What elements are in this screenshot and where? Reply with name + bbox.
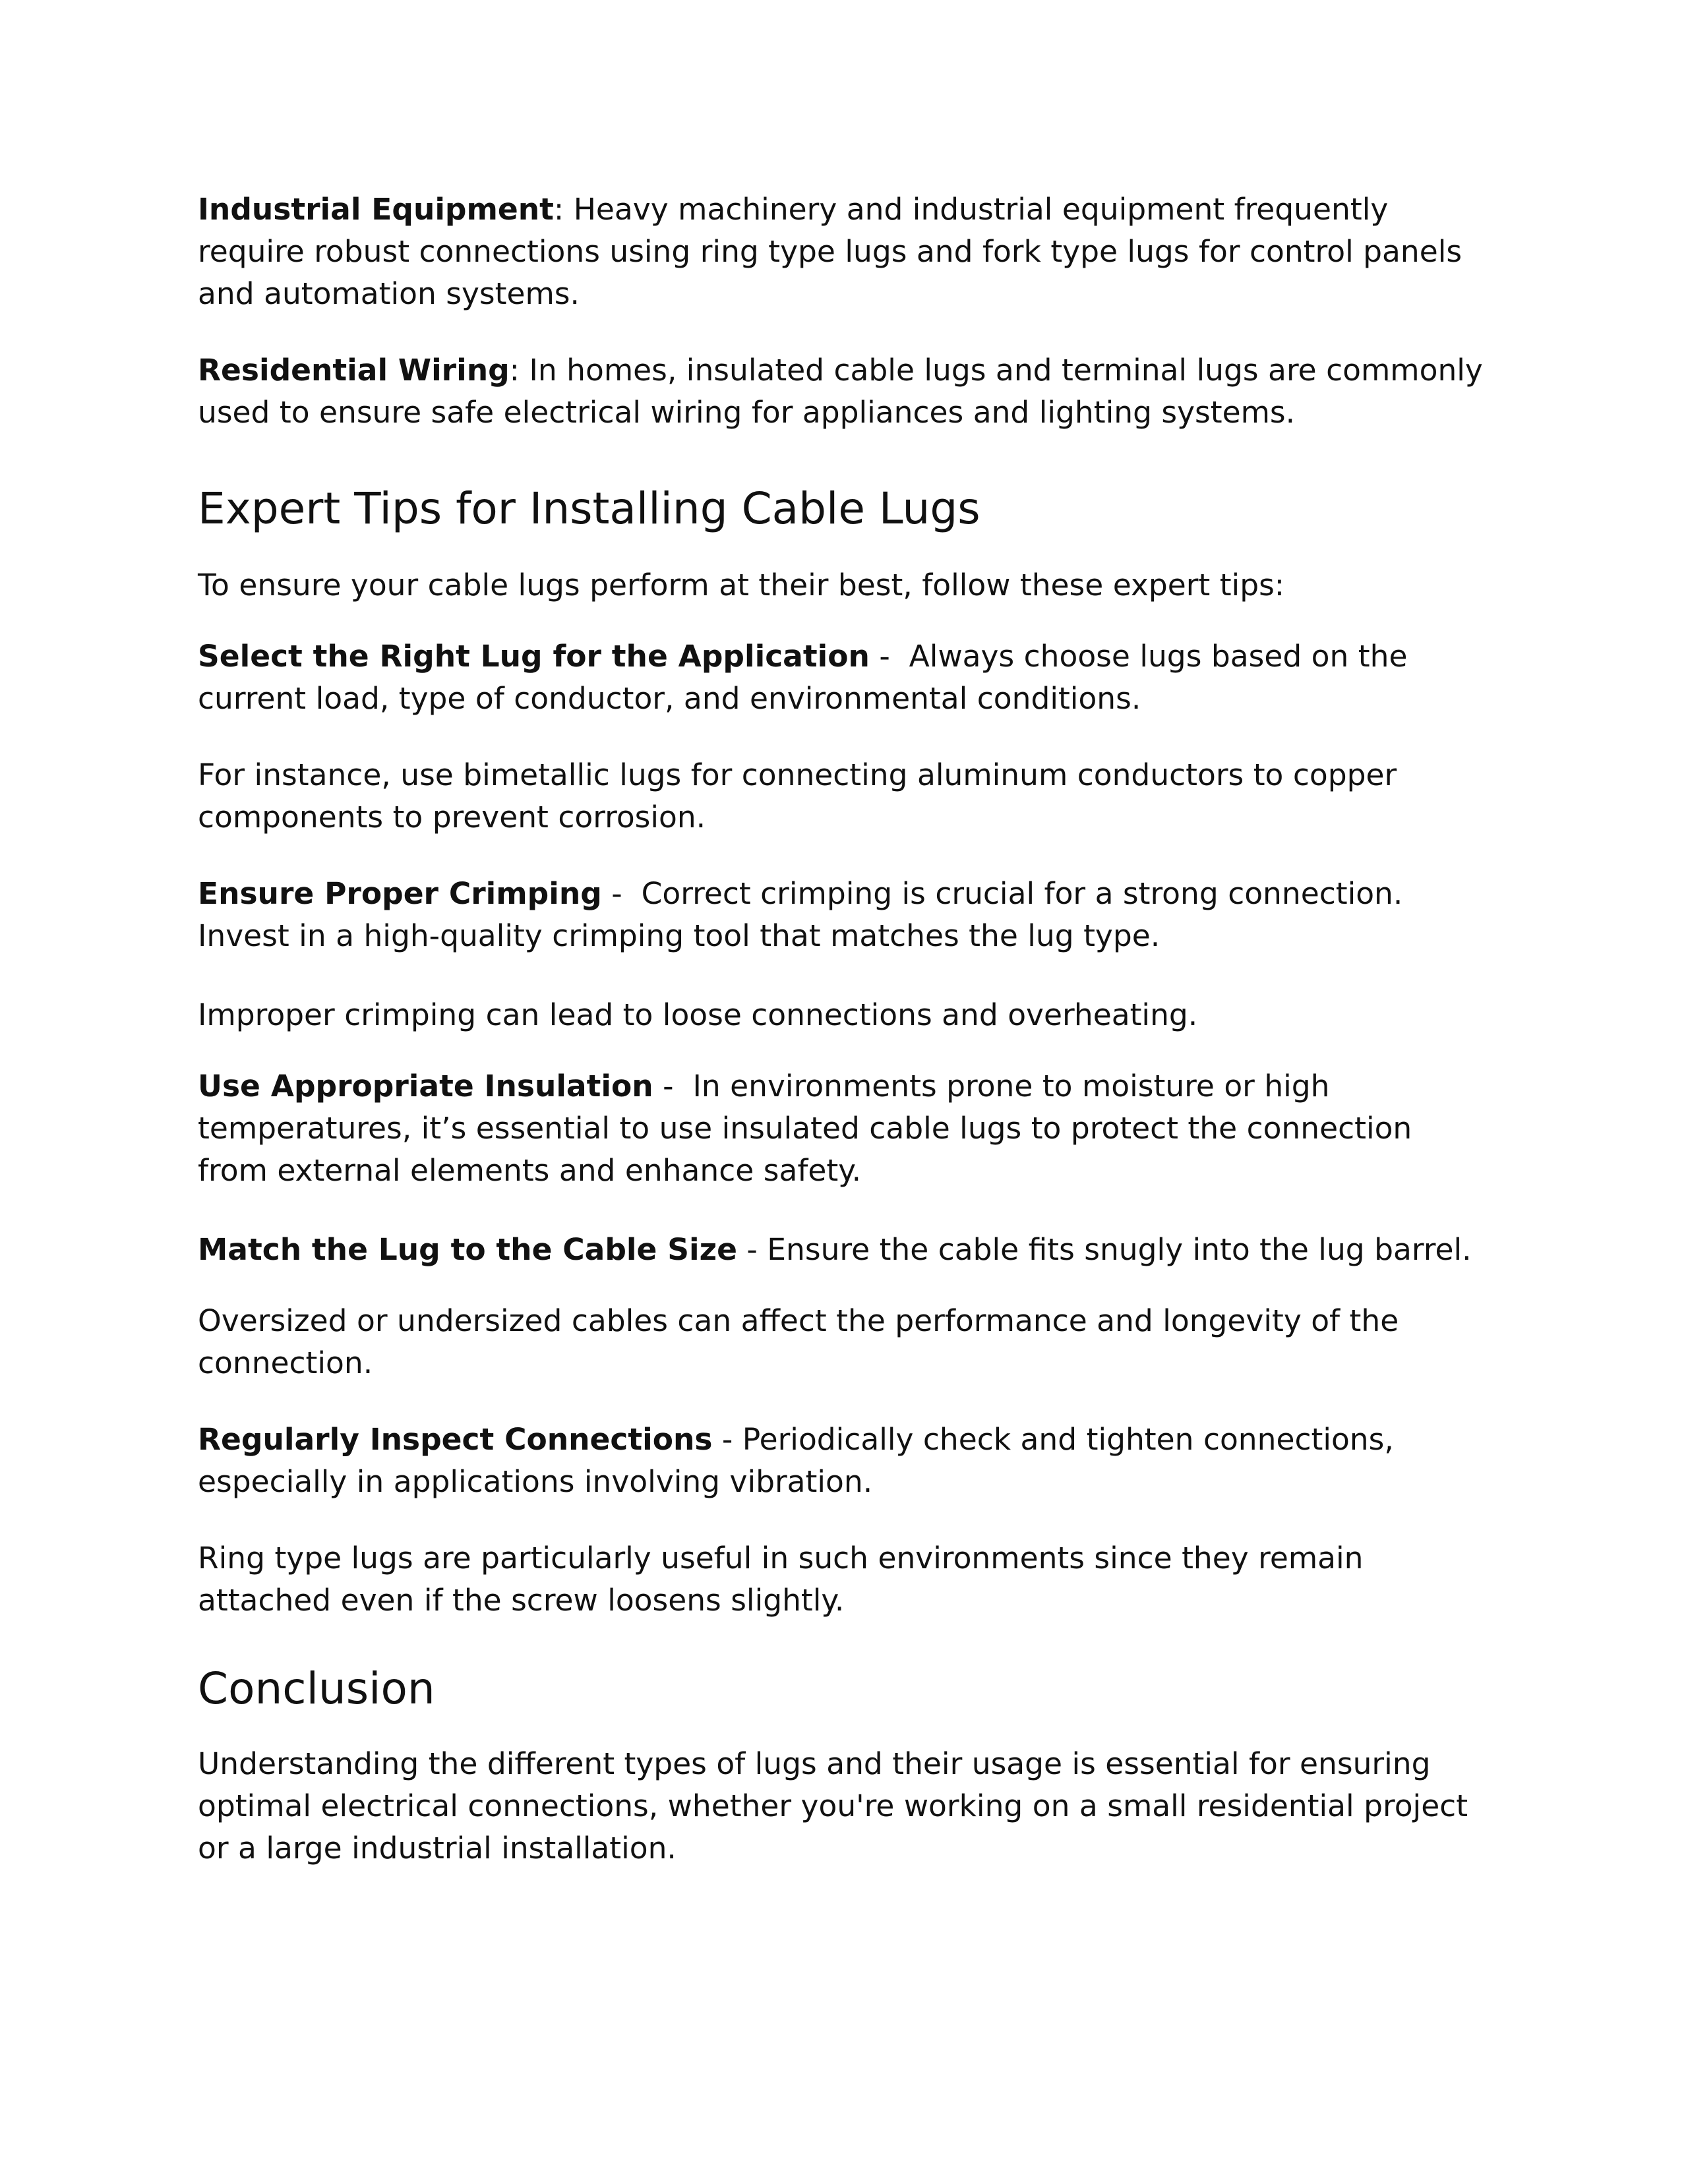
paragraph-conclusion	[198, 1743, 1490, 1870]
paragraph-text: Ring type lugs are particularly useful in such environments since they remain attached even if the screw loosens slightly.	[198, 1541, 1373, 1618]
bold-lead: Residential Wiring	[198, 353, 510, 388]
paragraph-intro-tips	[198, 564, 1490, 606]
paragraph-ring-type	[198, 1537, 1490, 1622]
paragraph-select-right-lug	[198, 635, 1490, 720]
paragraph-text: Understanding the different types of lugs and their usage is essential for ensuring optimal electrical connections, whether you're working on a small residential project or a large industrial installation.	[198, 1746, 1478, 1866]
paragraph-text: : Heavy machinery and industrial equipment frequently require robust connections using ring type lugs and fork type lugs for control panels and automation systems.	[198, 192, 1472, 311]
paragraph-cable-size	[198, 1229, 1490, 1271]
paragraph-text: Oversized or undersized cables can affect the performance and longevity of the connection.	[198, 1303, 1408, 1380]
paragraph-text: - Periodically check and tighten connections, especially in applications involving vibration.	[198, 1422, 1404, 1499]
paragraph-text: Improper crimping can lead to loose connections and overheating.	[198, 997, 1198, 1032]
paragraph-residential-wiring	[198, 349, 1493, 434]
bold-lead: Ensure Proper Crimping	[198, 876, 602, 911]
paragraph-proper-crimping	[198, 873, 1490, 957]
paragraph-improper-crimping	[198, 994, 1490, 1036]
paragraph-insulation	[198, 1065, 1490, 1192]
paragraph-industrial-equipment	[198, 189, 1490, 315]
paragraph-text: - Ensure the cable fits snugly into the lug barrel.	[737, 1232, 1472, 1267]
heading-expert-tips: Expert Tips for Installing Cable Lugs	[198, 483, 980, 534]
bold-lead: Use Appropriate Insulation	[198, 1069, 653, 1104]
paragraph-text: - In environments prone to moisture or high temperatures, it’s essential to use insulated cable lugs to protect the connection from external elements and enhance safety.	[198, 1069, 1422, 1188]
bold-lead: Select the Right Lug for the Application	[198, 639, 870, 674]
paragraph-inspect-connections	[198, 1419, 1490, 1503]
bold-lead: Industrial Equipment	[198, 192, 554, 227]
paragraph-text: For instance, use bimetallic lugs for connecting aluminum conductors to copper components to prevent corrosion.	[198, 757, 1406, 835]
heading-conclusion: Conclusion	[198, 1663, 435, 1714]
paragraph-text: To ensure your cable lugs perform at their best, follow these expert tips:	[198, 568, 1285, 603]
paragraph-text: : In homes, insulated cable lugs and terminal lugs are commonly used to ensure safe electrical wiring for appliances and lighting systems.	[198, 353, 1493, 430]
bold-lead: Match the Lug to the Cable Size	[198, 1232, 737, 1267]
paragraph-oversized	[198, 1300, 1490, 1384]
document-body	[198, 189, 1493, 1870]
paragraph-text: - Always choose lugs based on the current load, type of conductor, and environmental conditions.	[198, 639, 1417, 716]
paragraph-bimetallic	[198, 754, 1490, 839]
bold-lead: Regularly Inspect Connections	[198, 1422, 713, 1457]
paragraph-text: - Correct crimping is crucial for a strong connection. Invest in a high-quality crimping tool that matches the lug type.	[198, 876, 1412, 953]
